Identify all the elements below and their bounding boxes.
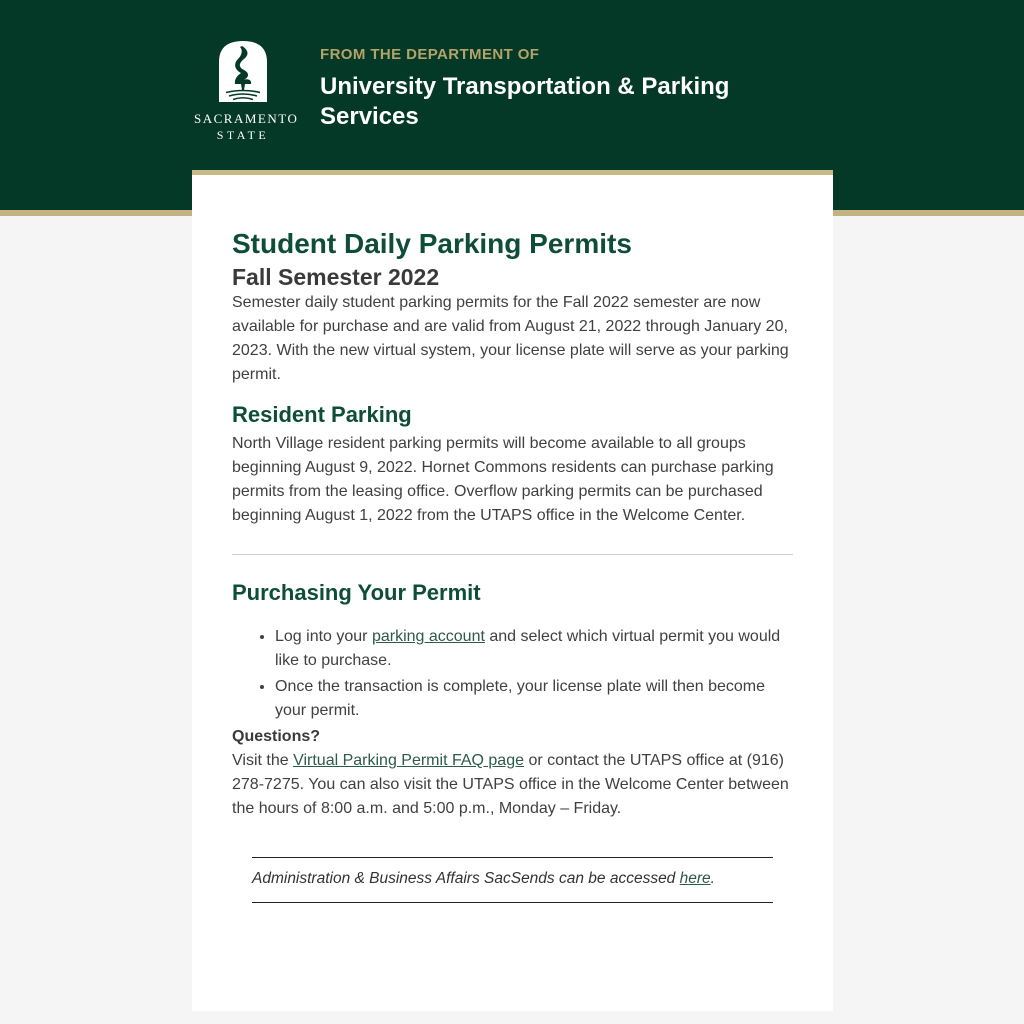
logo-text-sacramento: SACRAMENTO — [194, 111, 299, 126]
resident-parking-heading: Resident Parking — [232, 402, 412, 427]
bullet1-text-pre: Log into your — [275, 628, 372, 645]
flame-torch-icon — [218, 90, 268, 107]
intro-paragraph: Semester daily student parking permits for the Fall 2022 semester are now available for purchase and are valid from August 21, 2022 through January 20, 2023. With the new virtual system, your license plate will serve as your parking permit. — [232, 294, 789, 383]
questions-paragraph — [232, 749, 793, 821]
list-item — [275, 625, 793, 673]
sacramento-state-logo — [194, 40, 299, 143]
header-eyebrow: FROM THE DEPARTMENT OF — [320, 46, 540, 63]
faq-page-link[interactable]: Virtual Parking Permit FAQ page — [293, 752, 524, 769]
department-title: University Transportation & Parking Services — [320, 73, 730, 130]
header-text-block — [320, 46, 790, 132]
page-title: Student Daily Parking Permits — [232, 228, 632, 259]
content-card — [192, 170, 833, 1011]
resident-parking-paragraph: North Village resident parking permits will become available to all groups beginning August 9, 2022. Hornet Commons residents can purchase parking permits from the leasing office. Overflow parking permits can be purchased beginning August 1, 2022 from the UTAPS office in the Welcome Center. — [232, 435, 774, 524]
sacsends-here-link[interactable]: here — [679, 870, 711, 887]
purchasing-heading: Purchasing Your Permit — [232, 580, 481, 605]
section-divider — [232, 554, 793, 555]
list-item — [275, 675, 793, 723]
parking-account-link[interactable]: parking account — [371, 628, 485, 645]
bullet1-text-post: and select which virtual permit you would like to purchase. — [275, 628, 781, 669]
footer-note — [252, 857, 773, 903]
questions-text-pre: Visit the — [232, 752, 294, 769]
footer-text-pre: Administration & Business Affairs SacSends can be accessed — [252, 870, 680, 887]
bullet2-text: Once the transaction is complete, your license plate will then become your permit. — [275, 678, 766, 719]
questions-heading: Questions? — [232, 728, 321, 745]
questions-text-post: or contact the UTAPS office at (916) 278-7275. You can also visit the UTAPS office in the Welcome Center between the hours of 8:00 a.m. and 5:00 p.m., Monday – Friday. — [232, 752, 789, 817]
footer-text-post: . — [710, 870, 715, 887]
logo-text-state: STATE — [216, 128, 270, 142]
page-subtitle: Fall Semester 2022 — [232, 264, 440, 290]
purchasing-steps-list — [232, 625, 793, 723]
